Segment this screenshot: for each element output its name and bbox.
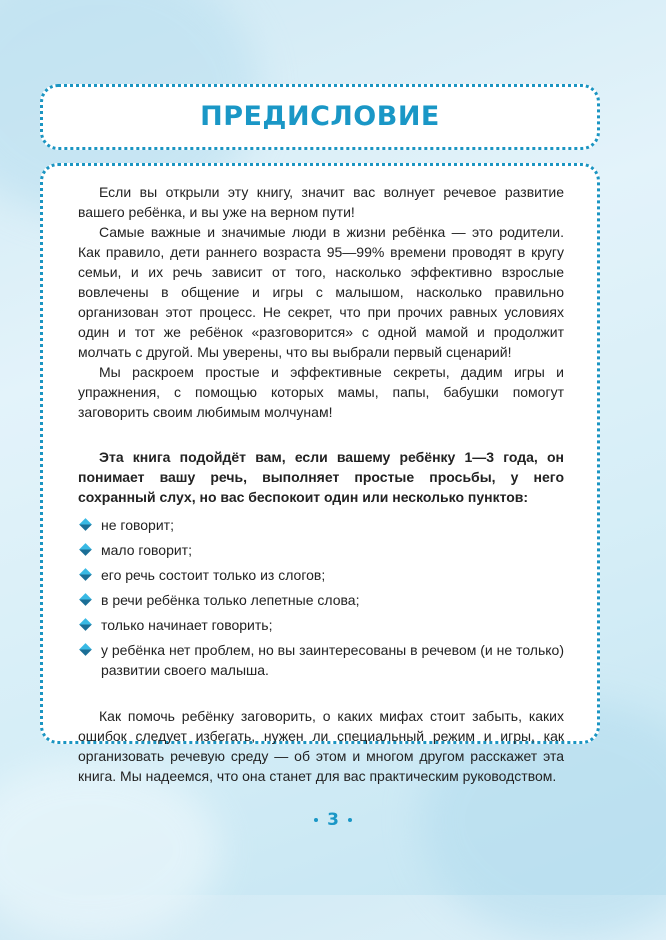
list-item: [78, 640, 564, 680]
list-item: [78, 515, 564, 535]
intro-paragraph: Самые важные и значимые люди в жизни ребёнка — это родители. Как правило, дети раннего возраста 95—99% времени проводят в кругу семьи, и их речь зависит от того, насколько эффективно взрослые вовлечены в общение и игры с малышом, насколько правильно организован этот процесс. Не секрет, что при прочих равных условиях один и тот же ребёнок «разговорится» с одной мамой и продолжит молчать с другой. Мы уверены, что вы выбрали первый сценарий!: [78, 224, 564, 360]
list-item: [78, 615, 564, 635]
list-item: [78, 565, 564, 585]
page-number-value: 3: [327, 810, 339, 830]
list-item-text: мало говорит;: [101, 542, 192, 558]
list-item: [78, 540, 564, 560]
list-item-text: не говорит;: [101, 517, 174, 533]
list-item-text: в речи ребёнка только лепетные слова;: [101, 592, 360, 608]
diamond-bullet-icon: [79, 593, 92, 606]
watercolor-wash: [0, 760, 220, 940]
list-item: [78, 590, 564, 610]
page-title: ПРЕДИСЛОВИЕ: [200, 101, 440, 132]
title-box: [40, 84, 600, 150]
symptom-list: [78, 515, 564, 680]
diamond-bullet-icon: [79, 518, 92, 531]
list-item-text: только начинает говорить;: [101, 617, 273, 633]
diamond-bullet-icon: [79, 643, 92, 656]
intro-paragraph: Если вы открыли эту книгу, значит вас волнует речевое развитие вашего ребёнка, и вы уже на верном пути!: [78, 184, 564, 220]
dot-icon: [314, 818, 318, 822]
content-box: [40, 163, 600, 784]
list-item-text: у ребёнка нет проблем, но вы заинтересованы в речевом (и не только) развитии своего малыша.: [101, 642, 564, 678]
page-number: [0, 810, 666, 830]
list-item-text: его речь состоит только из слогов;: [101, 567, 326, 583]
diamond-bullet-icon: [79, 618, 92, 631]
diamond-bullet-icon: [79, 568, 92, 581]
diamond-bullet-icon: [79, 543, 92, 556]
closing-paragraph: Как помочь ребёнку заговорить, о каких мифах стоит забыть, каких ошибок следует избегать, нужен ли специальный режим и игры, как организовать речевую среду — об этом и многом другом расскажет эта книга. Мы надеемся, что она станет для вас практическим руководством.: [78, 708, 564, 784]
lead-paragraph: Эта книга подойдёт вам, если вашему ребёнку 1—3 года, он понимает вашу речь, выполняет простые просьбы, у него сохранный слух, но вас беспокоит один или несколько пунктов:: [78, 449, 564, 505]
dot-icon: [348, 818, 352, 822]
intro-paragraph: Мы раскроем простые и эффективные секреты, дадим игры и упражнения, с помощью которых мамы, папы, бабушки помогут заговорить своим любимым молчунам!: [78, 364, 564, 420]
